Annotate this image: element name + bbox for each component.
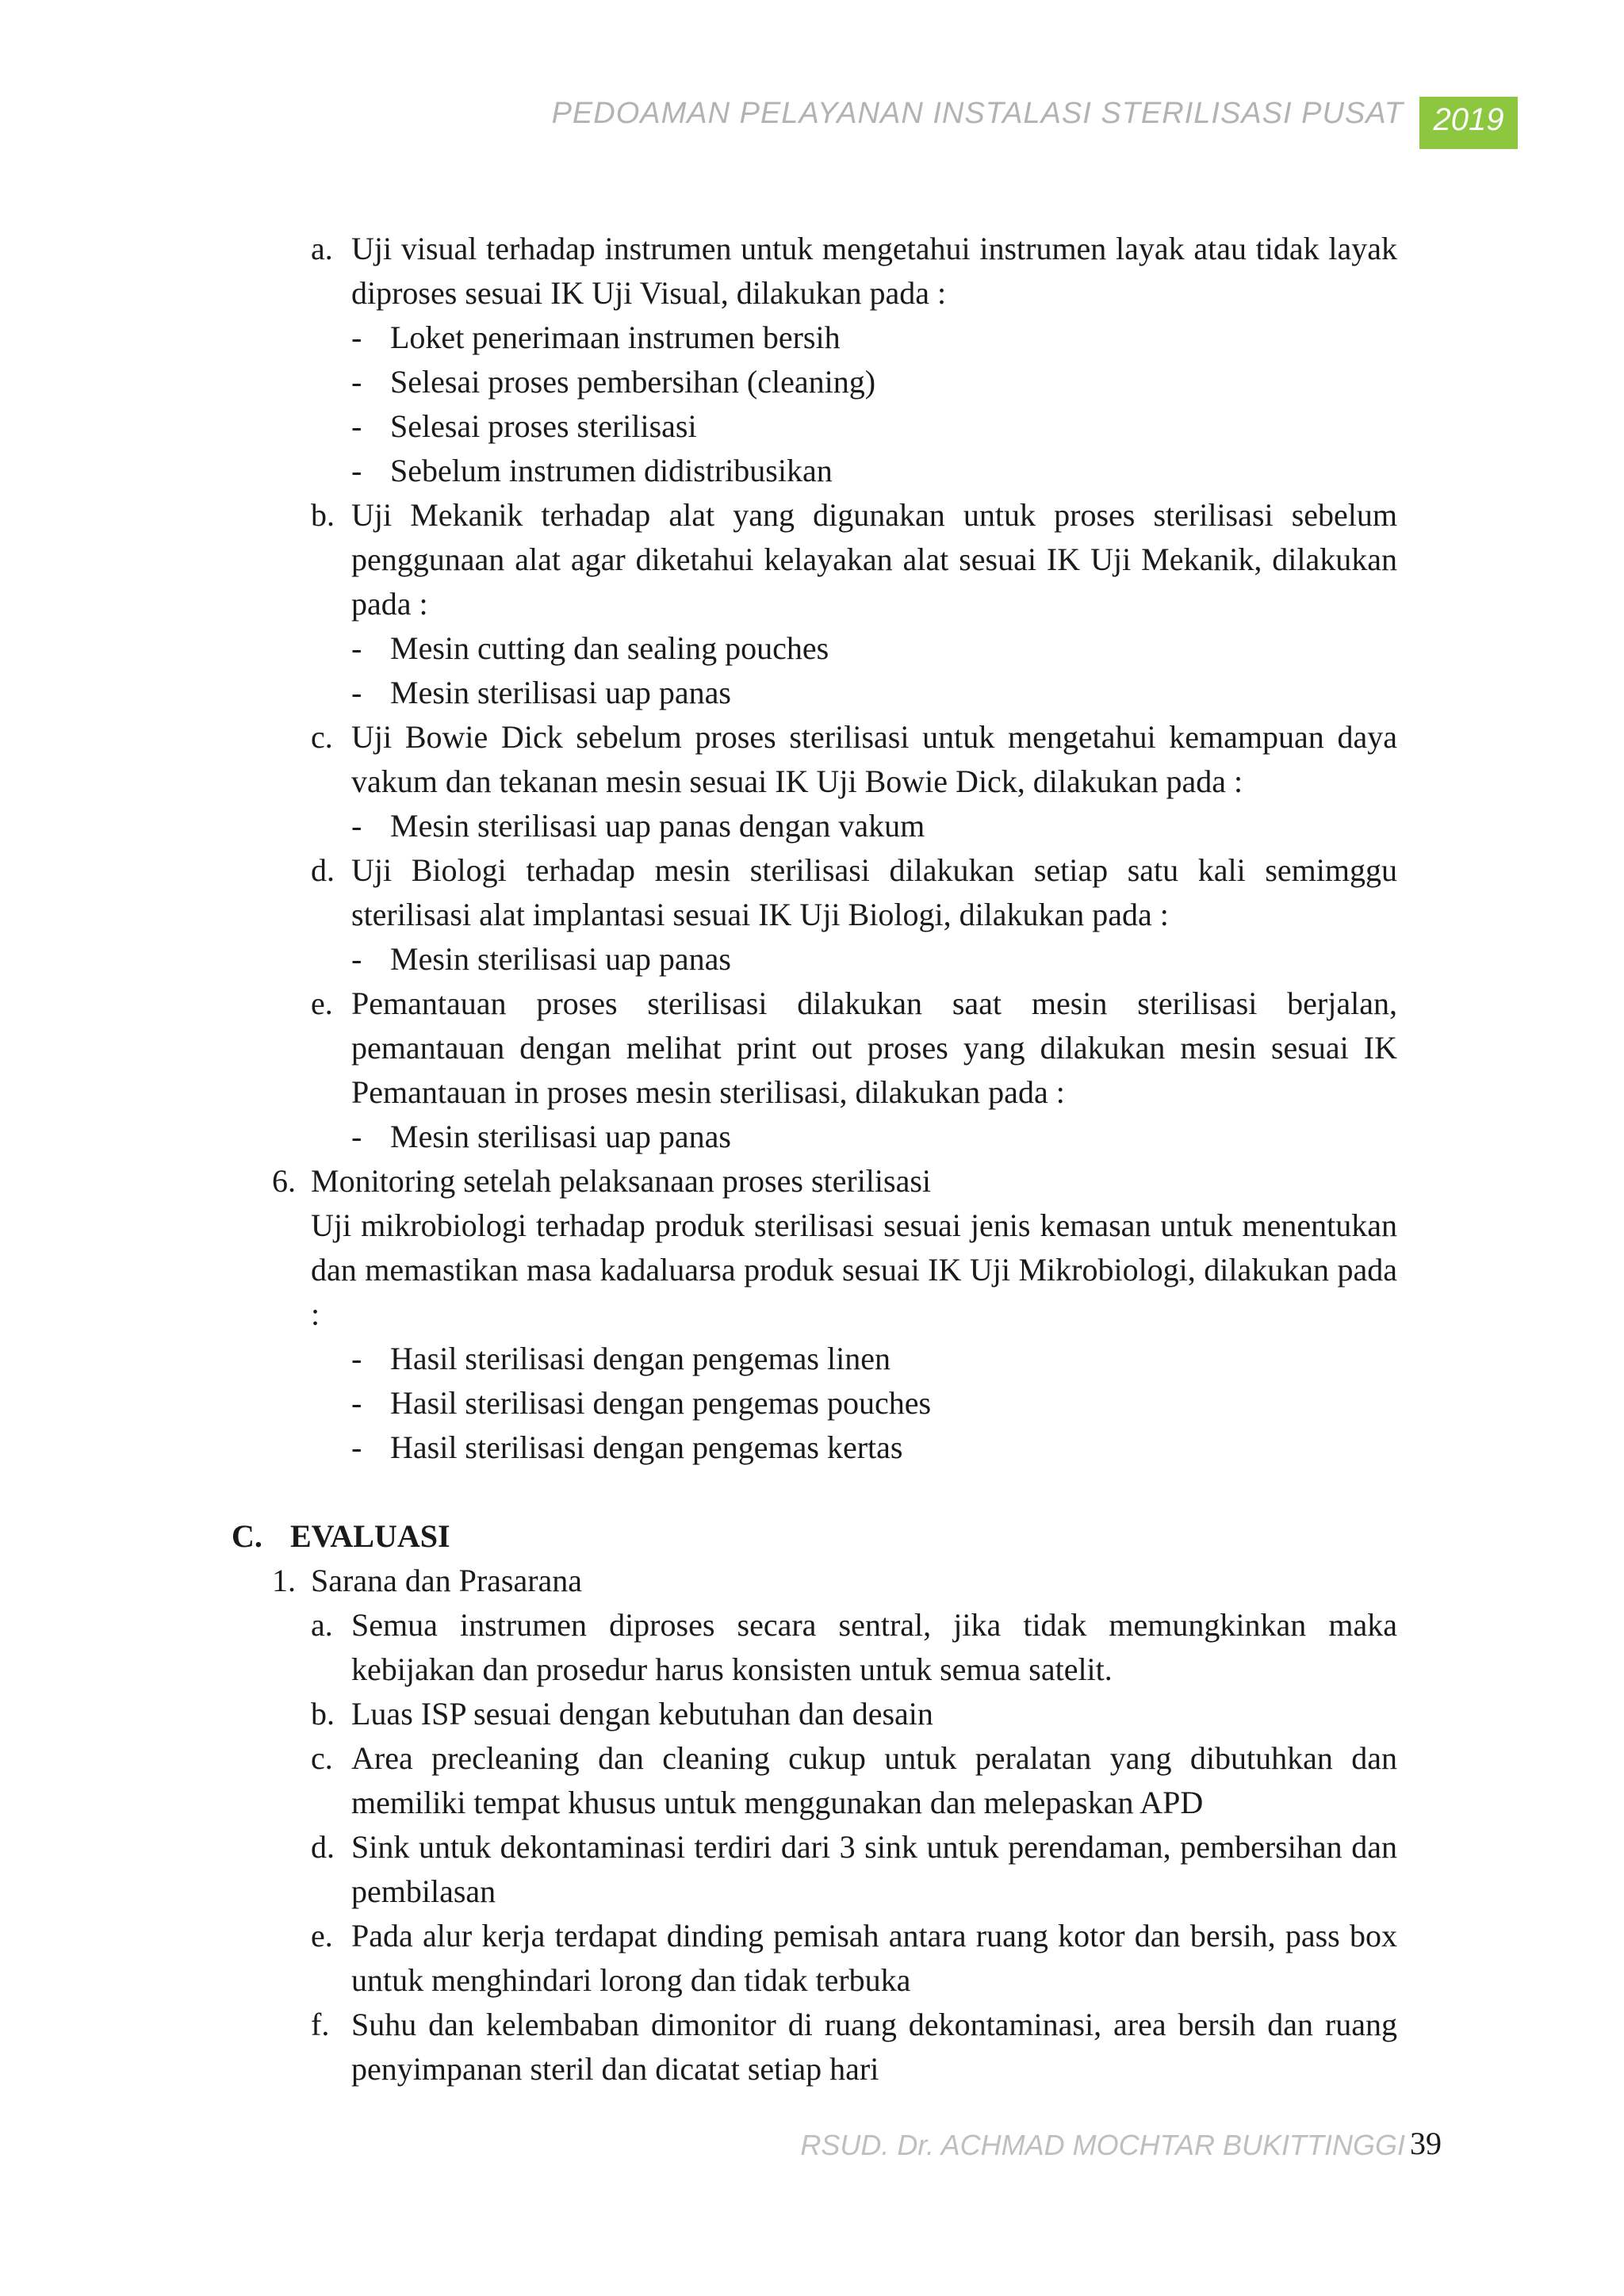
bullet-text: Selesai proses sterilisasi — [390, 408, 697, 444]
bullet-item: - Mesin sterilisasi uap panas dengan vakum — [351, 808, 925, 844]
list-marker: b. — [311, 1696, 335, 1732]
list-item-text: Suhu dan kelembaban dimonitor di ruang dekontaminasi, area bersih dan ruang penyimpanan steril dan dicatat setiap hari — [351, 2007, 1397, 2087]
bullet-item: - Mesin sterilisasi uap panas — [351, 675, 731, 710]
list-item-text: Uji Biologi terhadap mesin sterilisasi dilakukan setiap satu kali semimggu sterilisasi alat implantasi sesuai IK Uji Biologi, dilakukan pada : — [351, 852, 1397, 932]
list-item-text: Uji visual terhadap instrumen untuk mengetahui instrumen layak atau tidak layak diproses sesuai IK Uji Visual, dilakukan pada : — [351, 231, 1397, 311]
bullet-text: Mesin sterilisasi uap panas — [390, 1119, 731, 1154]
list-item-text: Pemantauan proses sterilisasi dilakukan saat mesin sterilisasi berjalan, pemantauan dengan melihat print out proses yang dilakukan mesin sesuai IK Pemantauan in proses mesin sterilisasi, dilakukan pada : — [351, 985, 1397, 1110]
paragraph: Uji mikrobiologi terhadap produk sterilisasi sesuai jenis kemasan untuk menentukan dan memastikan masa kadaluarsa produk sesuai IK Uji Mikrobiologi, dilakukan pada : — [311, 1207, 1397, 1332]
list-marker: e. — [311, 1918, 333, 1954]
bullet-text: Hasil sterilisasi dengan pengemas kertas — [390, 1429, 903, 1465]
list-item-text: Semua instrumen diproses secara sentral, jika tidak memungkinkan maka kebijakan dan prosedur harus konsisten untuk semua satelit. — [351, 1607, 1397, 1687]
bullet-item: - Selesai proses sterilisasi — [351, 408, 697, 444]
page-number: 39 — [1410, 2126, 1442, 2161]
bullet-text: Mesin sterilisasi uap panas — [390, 941, 731, 977]
list-item — [0, 1736, 1624, 1825]
list-item-text: Sink untuk dekontaminasi terdiri dari 3 sink untuk perendaman, pembersihan dan pembilasan — [351, 1829, 1397, 1909]
list-item — [0, 1914, 1624, 2003]
list-marker: a. — [311, 231, 333, 266]
bullet-text: Loket penerimaan instrumen bersih — [390, 320, 841, 355]
list-item — [0, 2003, 1624, 2091]
bullet-item: - Hasil sterilisasi dengan pengemas pouches — [351, 1385, 932, 1421]
document-body — [0, 227, 1624, 2091]
list-marker: c. — [311, 1740, 333, 1776]
list-marker: a. — [311, 1607, 333, 1643]
list-marker: d. — [311, 1829, 335, 1865]
bullet-item: - Mesin cutting dan sealing pouches — [351, 630, 829, 666]
bullet-text: Mesin sterilisasi uap panas — [390, 675, 731, 710]
section-title: EVALUASI — [290, 1518, 450, 1554]
list-marker: e. — [311, 985, 333, 1021]
list-marker: b. — [311, 497, 335, 533]
numbered-item — [0, 1559, 1624, 1603]
list-item — [0, 848, 1624, 937]
list-marker: c. — [311, 719, 333, 755]
bullet-text: Selesai proses pembersihan (cleaning) — [390, 364, 876, 400]
list-item — [0, 982, 1624, 1115]
list-item — [0, 1603, 1624, 1692]
footer-hospital-name: RSUD. Dr. ACHMAD MOCHTAR BUKITTINGGI — [800, 2129, 1405, 2161]
numbered-item-title: Sarana dan Prasarana — [311, 1563, 583, 1598]
list-item-text: Pada alur kerja terdapat dinding pemisah antara ruang kotor dan bersih, pass box untuk menghindari lorong dan tidak terbuka — [351, 1918, 1397, 1998]
bullet-text: Hasil sterilisasi dengan pengemas linen — [390, 1341, 891, 1376]
list-marker: 6. — [272, 1163, 296, 1199]
bullet-text: Sebelum instrumen didistribusikan — [390, 453, 833, 488]
bullet-item: - Hasil sterilisasi dengan pengemas linen — [351, 1341, 891, 1376]
bullet-item: - Mesin sterilisasi uap panas — [351, 1119, 731, 1154]
list-item — [0, 1692, 1624, 1736]
bullet-item: - Hasil sterilisasi dengan pengemas kertas — [351, 1429, 903, 1465]
list-marker: f. — [311, 2007, 330, 2042]
list-item-text: Uji Bowie Dick sebelum proses sterilisasi untuk mengetahui kemampuan daya vakum dan tekanan mesin sesuai IK Uji Bowie Dick, dilakukan pada : — [351, 719, 1397, 799]
list-item-text: Uji Mekanik terhadap alat yang digunakan untuk proses sterilisasi sebelum penggunaan alat agar diketahui kelayakan alat sesuai IK Uji Mekanik, dilakukan pada : — [351, 497, 1397, 622]
numbered-item-title: Monitoring setelah pelaksanaan proses sterilisasi — [311, 1163, 932, 1199]
bullet-text: Hasil sterilisasi dengan pengemas pouches — [390, 1385, 932, 1421]
bullet-text: Mesin cutting dan sealing pouches — [390, 630, 829, 666]
list-item-text: Area precleaning dan cleaning cukup untuk peralatan yang dibutuhkan dan memiliki tempat khusus untuk menggunakan dan melepaskan APD — [351, 1740, 1397, 1820]
numbered-item — [0, 1159, 1624, 1203]
section-marker: C. — [232, 1518, 262, 1554]
bullet-item: - Selesai proses pembersihan (cleaning) — [351, 364, 876, 400]
list-item — [0, 715, 1624, 804]
page-header-title: PEDOAMAN PELAYANAN INSTALASI STERILISASI PUSAT — [551, 97, 1404, 130]
list-marker: 1. — [272, 1563, 296, 1598]
bullet-text: Mesin sterilisasi uap panas dengan vakum — [390, 808, 925, 844]
header-year-badge: 2019 — [1419, 97, 1518, 149]
list-item — [0, 1825, 1624, 1914]
list-item — [0, 493, 1624, 626]
list-marker: d. — [311, 852, 335, 888]
list-item — [0, 227, 1624, 316]
list-item-text: Luas ISP sesuai dengan kebutuhan dan desain — [351, 1696, 933, 1732]
bullet-item: - Sebelum instrumen didistribusikan — [351, 453, 833, 488]
section-heading — [0, 1514, 1624, 1559]
bullet-item: - Loket penerimaan instrumen bersih — [351, 320, 841, 355]
bullet-item: - Mesin sterilisasi uap panas — [351, 941, 731, 977]
